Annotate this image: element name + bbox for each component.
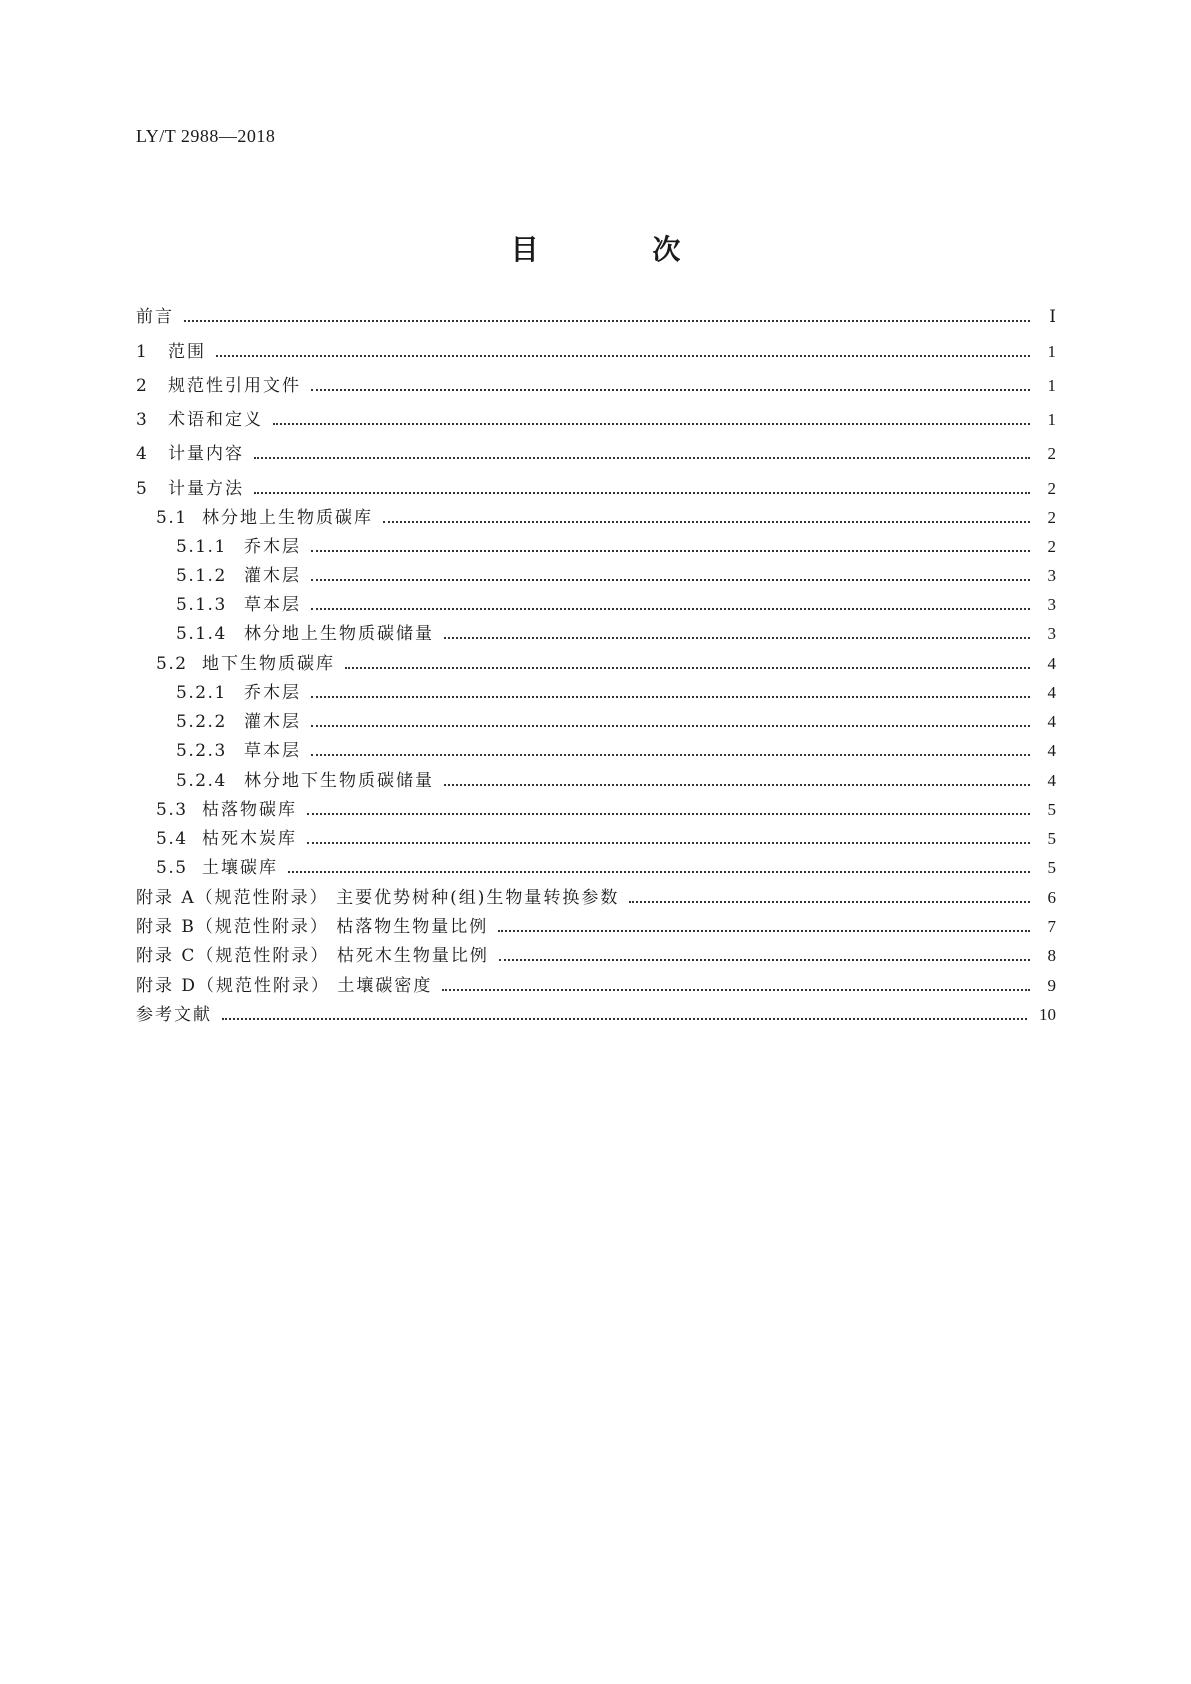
toc-entry-page-number: 4 bbox=[1047, 654, 1056, 673]
toc-entry[interactable] bbox=[136, 563, 1056, 589]
toc-entry-number: 5.2.3 bbox=[176, 741, 227, 761]
toc-entry-title: 枯落物碳库 bbox=[202, 800, 297, 820]
toc-entry-page-number: 10 bbox=[1039, 1005, 1056, 1024]
toc-entry-page-number: 7 bbox=[1047, 917, 1056, 936]
toc-entry-page-number: 1 bbox=[1047, 410, 1056, 429]
table-of-contents bbox=[136, 0, 1056, 1684]
toc-entry-page-number: 4 bbox=[1047, 712, 1056, 731]
toc-entry-number: 2 bbox=[136, 376, 149, 396]
toc-entry-title: 乔木层 bbox=[244, 683, 301, 703]
toc-entry-title: 草本层 bbox=[244, 595, 301, 615]
dot-leader bbox=[307, 841, 1030, 844]
toc-entry[interactable] bbox=[136, 855, 1056, 881]
toc-entry-page-number: 1 bbox=[1047, 376, 1056, 395]
toc-entry-title: 草本层 bbox=[244, 741, 301, 761]
toc-entry-number: 5.2.4 bbox=[176, 771, 227, 791]
toc-entry-number: 5.1.4 bbox=[176, 624, 227, 644]
dot-leader bbox=[444, 636, 1030, 639]
toc-entry[interactable] bbox=[136, 407, 1056, 433]
toc-entry-title: 灌木层 bbox=[244, 566, 301, 586]
toc-entry-title: 林分地下生物质碳储量 bbox=[244, 771, 434, 791]
toc-entry-page-number: 2 bbox=[1047, 479, 1056, 498]
toc-entry-page-number: 2 bbox=[1047, 444, 1056, 463]
toc-entry-title: 前言 bbox=[136, 307, 174, 327]
toc-entry-number: 5.3 bbox=[156, 800, 188, 820]
toc-entry-page-number: 1 bbox=[1047, 342, 1056, 361]
toc-entry-page-number: 2 bbox=[1047, 508, 1056, 527]
toc-entry-title: 计量方法 bbox=[168, 479, 244, 499]
toc-entry[interactable] bbox=[136, 797, 1056, 823]
toc-entry-number: 3 bbox=[136, 410, 149, 430]
toc-entry-page-number: 4 bbox=[1047, 771, 1056, 790]
toc-entry[interactable] bbox=[136, 973, 1056, 999]
standard-code: LY/T 2988—2018 bbox=[136, 126, 276, 146]
toc-entry-title: 林分地上生物质碳库 bbox=[202, 508, 373, 528]
toc-entry-title: 附录 B（规范性附录） 枯落物生物量比例 bbox=[136, 917, 489, 937]
toc-entry-number: 5.2.1 bbox=[176, 683, 227, 703]
toc-entry-page-number: 5 bbox=[1047, 800, 1056, 819]
toc-entry-title: 范围 bbox=[168, 342, 206, 362]
toc-entry-title: 附录 C（规范性附录） 枯死木生物量比例 bbox=[136, 946, 489, 966]
toc-entry[interactable] bbox=[136, 505, 1056, 531]
toc-entry-page-number: 4 bbox=[1047, 683, 1056, 702]
toc-entry-page-number: 2 bbox=[1047, 537, 1056, 556]
toc-entry-page-number: 9 bbox=[1047, 976, 1056, 995]
toc-entry-number: 5 bbox=[136, 479, 149, 499]
toc-entry-number: 1 bbox=[136, 342, 149, 362]
dot-leader bbox=[311, 753, 1030, 756]
dot-leader bbox=[311, 607, 1030, 610]
dot-leader bbox=[288, 870, 1030, 873]
dot-leader bbox=[629, 900, 1030, 903]
toc-entry-number: 5.1.2 bbox=[176, 566, 227, 586]
toc-entry[interactable] bbox=[136, 592, 1056, 618]
toc-entry-title: 林分地上生物质碳储量 bbox=[244, 624, 434, 644]
toc-entry-page-number: 5 bbox=[1047, 858, 1056, 877]
toc-entry-title: 参考文献 bbox=[136, 1005, 212, 1025]
toc-entry-title: 土壤碳库 bbox=[202, 858, 278, 878]
dot-leader bbox=[345, 666, 1030, 669]
toc-entry-title: 附录 D（规范性附录） 土壤碳密度 bbox=[136, 976, 433, 996]
toc-entry[interactable] bbox=[136, 885, 1056, 911]
dot-leader bbox=[442, 988, 1030, 991]
toc-entry-number: 5.4 bbox=[156, 829, 188, 849]
dot-leader bbox=[311, 724, 1030, 727]
toc-entry[interactable] bbox=[136, 680, 1056, 706]
toc-entry-page-number: 6 bbox=[1047, 888, 1056, 907]
toc-entry-title: 灌木层 bbox=[244, 712, 301, 732]
toc-entry[interactable] bbox=[136, 943, 1056, 969]
dot-leader bbox=[444, 783, 1030, 786]
toc-entry[interactable] bbox=[136, 1002, 1056, 1028]
toc-entry-number: 5.1.1 bbox=[176, 537, 227, 557]
toc-entry[interactable] bbox=[136, 339, 1056, 365]
toc-entry-title: 乔木层 bbox=[244, 537, 301, 557]
toc-entry[interactable] bbox=[136, 534, 1056, 560]
toc-entry-title: 附录 A（规范性附录） 主要优势树种(组)生物量转换参数 bbox=[136, 888, 620, 908]
toc-entry-number: 5.2 bbox=[156, 654, 188, 674]
toc-entry[interactable] bbox=[136, 914, 1056, 940]
toc-entry-page-number: 3 bbox=[1047, 566, 1056, 585]
toc-entry[interactable] bbox=[136, 476, 1056, 502]
toc-entry-title: 术语和定义 bbox=[168, 410, 263, 430]
dot-leader bbox=[499, 958, 1030, 961]
toc-entry[interactable] bbox=[136, 651, 1056, 677]
toc-entry-number: 5.1 bbox=[156, 508, 188, 528]
toc-entry-title: 地下生物质碳库 bbox=[202, 654, 335, 674]
dot-leader bbox=[311, 578, 1030, 581]
dot-leader bbox=[383, 520, 1030, 523]
toc-entry-title: 枯死木炭库 bbox=[202, 829, 297, 849]
dot-leader bbox=[254, 491, 1030, 494]
toc-entry[interactable] bbox=[136, 709, 1056, 735]
toc-entry-number: 5.2.2 bbox=[176, 712, 227, 732]
toc-entry[interactable] bbox=[136, 826, 1056, 852]
toc-entry[interactable] bbox=[136, 373, 1056, 399]
toc-entry[interactable] bbox=[136, 621, 1056, 647]
toc-entry-page-number: 3 bbox=[1047, 624, 1056, 643]
dot-leader bbox=[307, 812, 1030, 815]
dot-leader bbox=[311, 388, 1030, 391]
toc-entry-page-number: Ⅰ bbox=[1049, 307, 1056, 326]
toc-entry-page-number: 3 bbox=[1047, 595, 1056, 614]
toc-entry-page-number: 5 bbox=[1047, 829, 1056, 848]
dot-leader bbox=[254, 456, 1030, 459]
dot-leader bbox=[216, 354, 1030, 357]
page-title: 目 次 bbox=[510, 233, 733, 266]
dot-leader bbox=[498, 929, 1030, 932]
toc-entry-title: 计量内容 bbox=[168, 444, 244, 464]
dot-leader bbox=[273, 422, 1030, 425]
dot-leader bbox=[184, 319, 1030, 322]
toc-entry[interactable] bbox=[136, 441, 1056, 467]
dot-leader bbox=[311, 549, 1030, 552]
toc-entry-page-number: 4 bbox=[1047, 741, 1056, 760]
toc-entry-number: 5.5 bbox=[156, 858, 188, 878]
toc-entry-title: 规范性引用文件 bbox=[168, 376, 301, 396]
dot-leader bbox=[222, 1017, 1027, 1020]
dot-leader bbox=[311, 695, 1030, 698]
toc-entry-number: 4 bbox=[136, 444, 149, 464]
toc-entry-number: 5.1.3 bbox=[176, 595, 227, 615]
toc-entry[interactable] bbox=[136, 738, 1056, 764]
toc-entry[interactable] bbox=[136, 304, 1056, 330]
toc-entry[interactable] bbox=[136, 768, 1056, 794]
toc-entry-page-number: 8 bbox=[1047, 946, 1056, 965]
